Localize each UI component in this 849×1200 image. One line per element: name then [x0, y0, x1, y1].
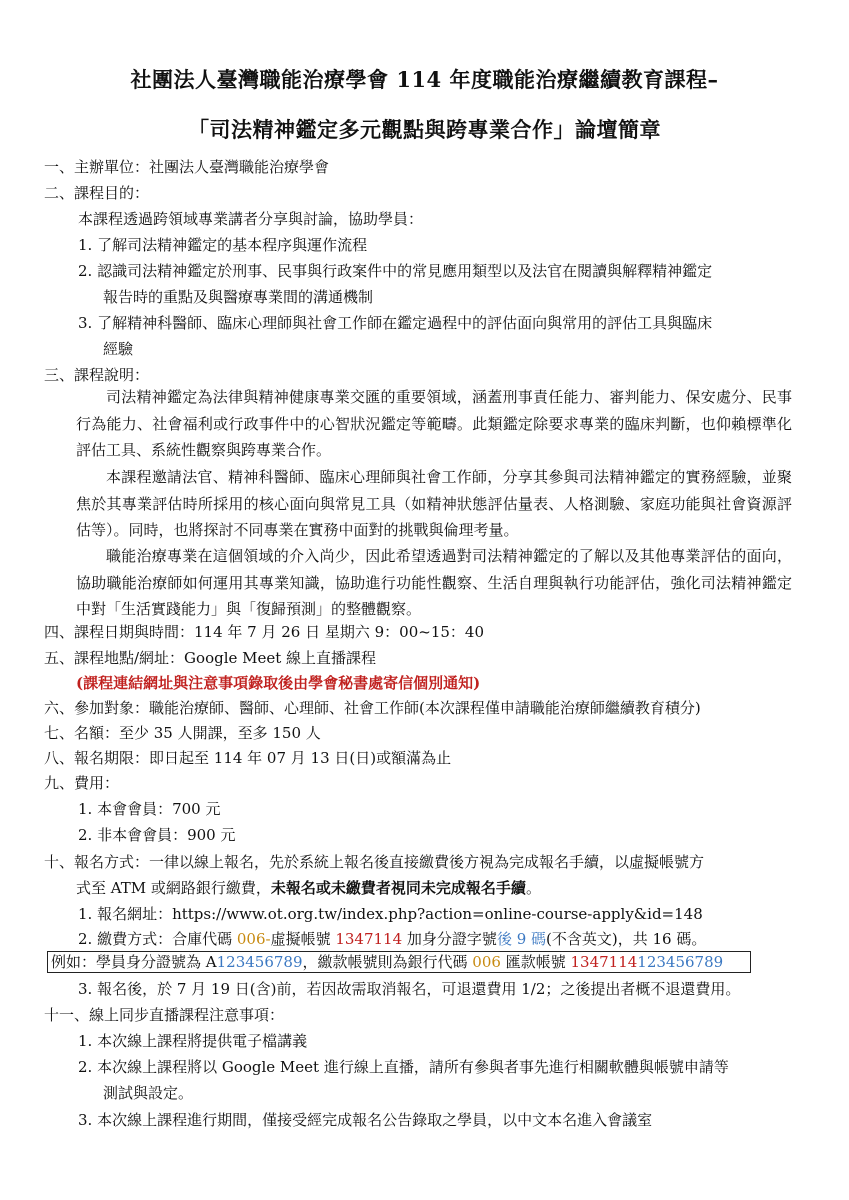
payment-method: 2. 繳費方式：合庫代碼 006-虛擬帳號 1347114 加身分證字號後 9 碼(不含英文)，共 16 碼。: [78, 930, 707, 948]
purpose-intro: 本課程透過跨領域專業講者分享與討論，協助學員：: [78, 210, 424, 228]
payment-example: 例如：學員身分證號為 A123456789，繳款帳號則為銀行代碼 006 匯款帳號 1347114123456789: [51, 953, 724, 971]
online-note-3: 3. 本次線上課程進行期間，僅接受經完成報名公告錄取之學員，以中文本名進入會議室: [78, 1111, 653, 1129]
registration-url[interactable]: 1. 報名網址：https://www.ot.org.tw/index.php?action=online-course-apply&id=148: [78, 905, 703, 923]
registration-text: 式至 ATM 或網路銀行繳費，: [76, 879, 271, 897]
example-account-prefix: 1347114: [570, 953, 638, 971]
purpose-item-1: 1. 了解司法精神鑑定的基本程序與運作流程: [78, 236, 368, 254]
registration-warning: 未報名或未繳費者視同未完成報名手續: [270, 879, 526, 897]
fee-nonmember: 2. 非本會會員：900 元: [78, 826, 236, 844]
section-deadline: 八、報名期限：即日起至 114 年 07 月 13 日(日)或額滿為止: [44, 749, 452, 767]
section-registration: 十、報名方式：一律以線上報名，先於系統上報名後直接繳費後方視為完成報名手續，以虛擬帳號方: [44, 853, 705, 871]
section-description-heading: 三、課程說明：: [44, 366, 150, 384]
bank-code: 006-: [236, 930, 271, 948]
document-subtitle: 「司法精神鑑定多元觀點與跨專業合作」論壇簡章: [188, 117, 661, 142]
section-purpose-heading: 二、課程目的：: [44, 184, 150, 202]
location-note: (課程連結網址與注意事項錄取後由學會秘書處寄信個別通知): [76, 674, 481, 692]
purpose-item-3: 3. 了解精神科醫師、臨床心理師與社會工作師在鑑定過程中的評估面向與常用的評估工具與臨床: [78, 314, 713, 332]
fee-member: 1. 本會會員：700 元: [78, 800, 221, 818]
example-account-suffix: 123456789: [637, 953, 724, 971]
id-digits-note: 後 9 碼: [496, 930, 547, 948]
online-note-2-cont: 測試與設定。: [103, 1084, 194, 1102]
refund-policy: 3. 報名後，於 7 月 19 日(含)前，若因故需取消報名，可退還費用 1/2；之後提出者概不退還費用。: [78, 980, 741, 998]
section-quota: 七、名額：至少 35 人開課，至多 150 人: [44, 724, 321, 742]
description-paragraph-2: 本課程邀請法官、精神科醫師、臨床心理師與社會工作師，分享其參與司法精神鑑定的實務經驗，並聚焦於其專業評估時所採用的核心面向與常見工具（如精神狀態評估量表、人格測驗、家庭功能與社會資源評估等）。同時，也將探討不同專業在實務中面對的挑戰與倫理考量。: [76, 468, 792, 539]
virtual-account-prefix: 1347114: [335, 930, 403, 948]
description-paragraph-1: 司法精神鑑定為法律與精神健康專業交匯的重要領域，涵蓋刑事責任能力、審判能力、保安處分、民事行為能力、社會福利或行政事件中的心智狀況鑑定等範疇。此類鑑定除要求專業的臨床判斷，也仰賴標準化評估工具、系統性觀察與跨專業合作。: [76, 388, 792, 459]
example-bank-code: 006: [472, 953, 501, 971]
purpose-item-2-cont: 報告時的重點及與醫療專業間的溝通機制: [103, 288, 374, 306]
purpose-item-2: 2. 認識司法精神鑑定於刑事、民事與行政案件中的常見應用類型以及法官在閱讀與解釋精神鑑定: [78, 262, 713, 280]
example-id-digits: 123456789: [216, 953, 303, 971]
section-fee-heading: 九、費用：: [44, 774, 120, 792]
document-title: 社團法人臺灣職能治療學會 114 年度職能治療繼續教育課程–: [130, 67, 719, 92]
description-paragraph-3: 職能治療專業在這個領域的介入尚少，因此希望透過對司法精神鑑定的了解以及其他專業評估的面向，協助職能治療師如何運用其專業知識，協助進行功能性觀察、生活自理與執行功能評估，強化司法精神鑑定中對「生活實踐能力」與「復歸預測」的整體觀察。: [76, 547, 792, 618]
registration-cont: 式至 ATM 或網路銀行繳費，未報名或未繳費者視同未完成報名手續。: [76, 879, 541, 897]
purpose-item-3-cont: 經驗: [103, 340, 134, 358]
online-note-1: 1. 本次線上課程將提供電子檔講義: [78, 1032, 308, 1050]
section-location: 五、課程地點/網址：Google Meet 線上直播課程: [44, 649, 377, 667]
section-date-time: 四、課程日期與時間：114 年 7 月 26 日 星期六 9：00~15：40: [44, 623, 485, 641]
online-note-2: 2. 本次線上課程將以 Google Meet 進行線上直播，請所有參與者事先進行相關軟體與帳號申請等: [78, 1058, 729, 1076]
section-online-notes: 十一、線上同步直播課程注意事項：: [44, 1006, 285, 1024]
section-organizer: 一、主辦單位：社團法人臺灣職能治療學會: [44, 158, 330, 176]
section-audience: 六、參加對象：職能治療師、醫師、心理師、社會工作師(本次課程僅申請職能治療師繼續教育積分): [44, 699, 701, 717]
